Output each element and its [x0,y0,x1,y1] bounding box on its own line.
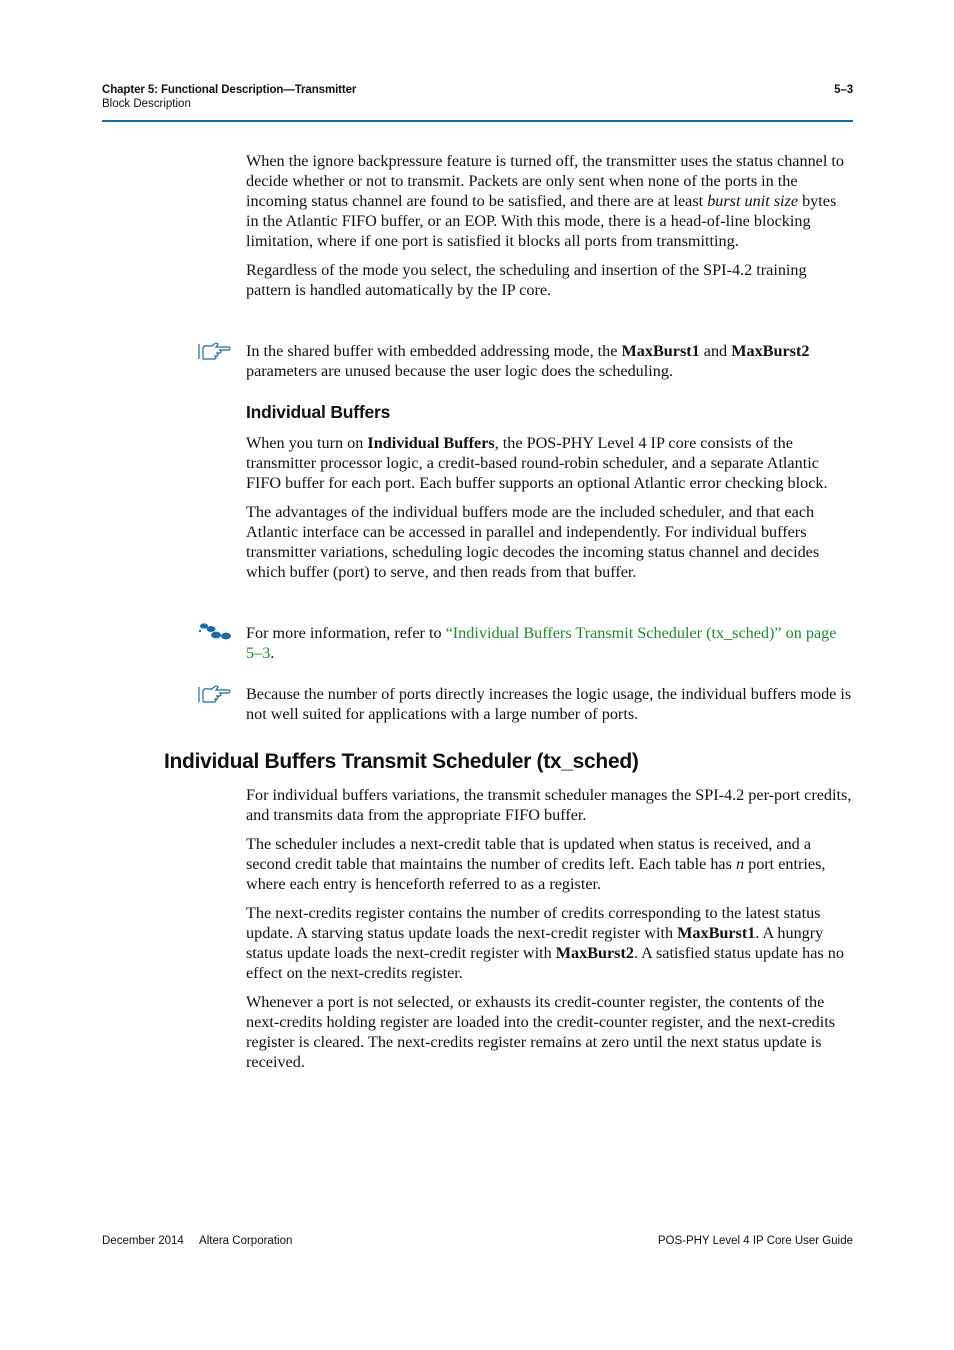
page-header [102,84,853,110]
tx-sched-paragraph-2: The scheduler includes a next-credit table that is updated when status is received, and a second credit table that maintains the number of credits left. Each table has n port entries, where each entry is henceforth referred to as a register. [246,835,826,893]
info-note: For more information, refer to “Individual Buffers Transmit Scheduler (tx_sched)” on page 5–3. [246,624,837,662]
intro-paragraph-2: Regardless of the mode you select, the scheduling and insertion of the SPI-4.2 training pattern is handled automatically by the IP core. [246,261,807,299]
pointing-hand-icon [198,684,232,704]
tx-sched-paragraph-3: The next-credits register contains the number of credits corresponding to the latest status update. A starving status update loads the next-credit register with MaxBurst1. A hungry status update loads the next-credit register with MaxBurst2. A satisfied status update has no effect on the next-credits register. [246,904,844,982]
intro-text [246,151,852,309]
individual-buffers-paragraph-2: The advantages of the individual buffers mode are the included scheduler, and that each Atlantic interface can be accessed in parallel and independently. For individual buffers transmitter variations, scheduling logic decodes the incoming status channel and decides which buffer (port) to serve, and then reads from that buffer. [246,503,820,581]
chapter-title: Chapter 5: Functional Description—Transmitter [102,84,357,96]
individual-buffers-paragraph-1: When you turn on Individual Buffers, the POS-PHY Level 4 IP core consists of the transmitter processor logic, a credit-based round-robin scheduler, and a separate Atlantic FIFO buffer for each port. Each buffer supports an optional Atlantic error checking block. [246,434,828,492]
cross-reference-link[interactable]: “Individual Buffers Transmit Scheduler (tx_sched)” on page 5–3 [246,624,837,662]
footsteps-icon [198,622,232,642]
footer-company: Altera Corporation [199,1235,293,1247]
pointing-hand-icon [198,341,232,361]
individual-buffers-text [246,433,852,591]
tx-sched-paragraph-1: For individual buffers variations, the transmit scheduler manages the SPI-4.2 per-port credits, and transmits data from the appropriate FIFO buffer. [246,786,852,824]
heading-individual-buffers: Individual Buffers [246,402,391,422]
intro-paragraph-1: When the ignore backpressure feature is turned off, the transmitter uses the status channel to decide whether or not to transmit. Packets are only sent when none of the ports in the incoming status channel are found to be satisfied, and there are at least burst unit size bytes in the Atlantic FIFO buffer, or an EOP. With this mode, there is a head-of-line blocking limitation, where if one port is satisfied it blocks all ports from transmitting. [246,152,844,250]
note-port-count: Because the number of ports directly increases the logic usage, the individual buffers mode is not well suited for applications with a large number of ports. [246,685,852,723]
footer-guide-title: POS-PHY Level 4 IP Core User Guide [657,1235,853,1247]
header-rule [102,120,853,122]
page-footer [102,1235,853,1247]
page-number: 5–3 [834,84,853,96]
tx-sched-text [246,785,852,1081]
tx-sched-paragraph-4: Whenever a port is not selected, or exhausts its credit-counter register, the contents of the next-credits holding register are loaded into the credit-counter register, and the next-credits register is cleared. The next-credits register remains at zero until the next status update is received. [246,993,836,1071]
note-shared-buffer: In the shared buffer with embedded addressing mode, the MaxBurst1 and MaxBurst2 parameters are unused because the user logic does the scheduling. [246,342,810,380]
footer-date: December 2014 [102,1235,184,1247]
heading-tx-sched: Individual Buffers Transmit Scheduler (tx_sched) [164,750,639,773]
section-title: Block Description [102,98,191,110]
